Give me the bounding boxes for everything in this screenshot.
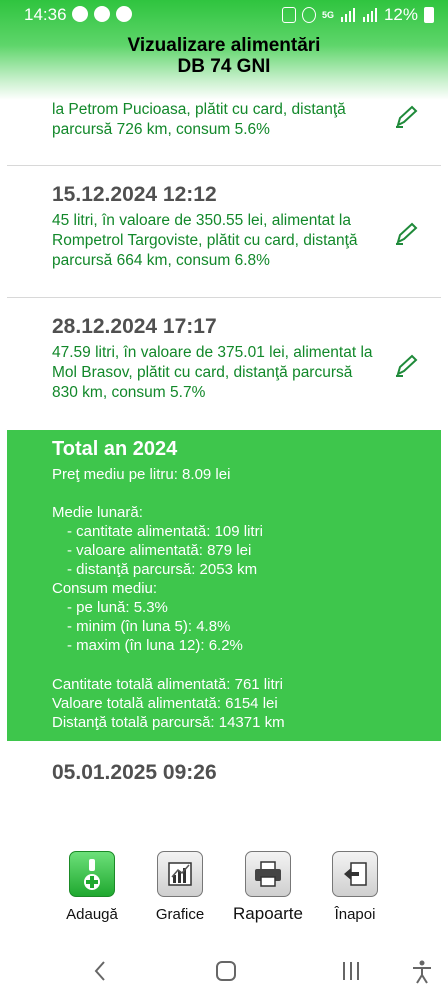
edit-icon[interactable] xyxy=(393,104,419,130)
consumption-max: - maxim (în luna 12): 6.2% xyxy=(67,637,243,654)
status-time: 14:36 xyxy=(24,5,67,24)
battery-percent: 12% xyxy=(383,5,418,24)
add-label: Adaugă xyxy=(66,906,118,923)
back-button[interactable] xyxy=(310,845,400,923)
list-item[interactable] xyxy=(7,297,441,429)
monthly-header: Medie lunară: xyxy=(52,504,143,521)
battery-icon xyxy=(424,7,434,23)
title-line-1: Vizualizare alimentări xyxy=(127,35,321,56)
network-type: 5G xyxy=(321,10,334,20)
title-line-2: DB 74 GNI xyxy=(177,56,271,77)
status-right xyxy=(282,5,434,25)
entry-details: 47.59 litri, în valoare de 375.01 lei, alimentat la Mol Brasov, plătit cu card, distanţă parcursă 830 km, consum 5.7% xyxy=(52,344,373,401)
charts-button[interactable] xyxy=(135,845,225,923)
avg-price: Preţ mediu pe litru: 8.09 lei xyxy=(52,466,231,483)
total-title: Total an 2024 xyxy=(52,438,178,460)
chart-icon xyxy=(157,851,203,897)
list-item[interactable] xyxy=(7,62,441,166)
entry-date: 15.12.2024 12:12 xyxy=(52,183,217,206)
reports-button[interactable] xyxy=(223,845,313,924)
consumption-header: Consum mediu: xyxy=(52,580,158,597)
nav-recents-icon[interactable] xyxy=(340,959,362,983)
vibrate-icon xyxy=(282,7,296,23)
back-label: Înapoi xyxy=(334,906,376,923)
entry-date: 28.12.2024 17:17 xyxy=(52,315,217,338)
charts-label: Grafice xyxy=(155,906,205,923)
alarm-icon xyxy=(302,7,316,23)
facebook-icon xyxy=(72,6,88,22)
add-icon xyxy=(69,851,115,897)
reports-label: Rapoarte xyxy=(233,904,303,923)
edit-icon[interactable] xyxy=(393,353,419,379)
edit-icon[interactable] xyxy=(393,221,419,247)
entry-details: 45 litri, în valoare de 350.55 lei, alimentat la Rompetrol Targoviste, plătit cu card, distanţă parcursă 664 km, consum 6.8% xyxy=(52,212,358,269)
total-value: Valoare totală alimentată: 6154 lei xyxy=(52,695,278,712)
notification-icons xyxy=(72,6,132,22)
year-total-panel xyxy=(7,430,441,741)
total-distance: Distanţă totală parcursă: 14371 km xyxy=(52,714,285,731)
next-entry-date[interactable]: 05.01.2025 09:26 xyxy=(52,761,217,784)
notification-icon xyxy=(94,6,110,22)
bottom-toolbar xyxy=(0,845,448,935)
status-bar xyxy=(0,0,448,30)
system-nav-bar xyxy=(0,945,448,999)
nav-back-icon[interactable] xyxy=(92,959,108,983)
signal-icon-2 xyxy=(362,8,378,22)
printer-icon xyxy=(245,851,291,897)
app-icon xyxy=(116,6,132,22)
monthly-value: - valoare alimentată: 879 lei xyxy=(67,542,252,559)
entry-details: la Petrom Pucioasa, plătit cu card, distanţă parcursă 726 km, consum 5.6% xyxy=(52,101,346,138)
accessibility-icon[interactable] xyxy=(410,959,434,985)
list-item[interactable] xyxy=(7,165,441,298)
nav-home-icon[interactable] xyxy=(214,959,238,983)
consumption-month: - pe lună: 5.3% xyxy=(67,599,168,616)
back-icon xyxy=(332,851,378,897)
signal-icon xyxy=(340,8,356,22)
monthly-distance: - distanţă parcursă: 2053 km xyxy=(67,561,258,578)
total-quantity: Cantitate totală alimentată: 761 litri xyxy=(52,676,283,693)
monthly-quantity: - cantitate alimentată: 109 litri xyxy=(67,523,263,540)
consumption-min: - minim (în luna 5): 4.8% xyxy=(67,618,231,635)
add-button[interactable] xyxy=(47,845,137,923)
